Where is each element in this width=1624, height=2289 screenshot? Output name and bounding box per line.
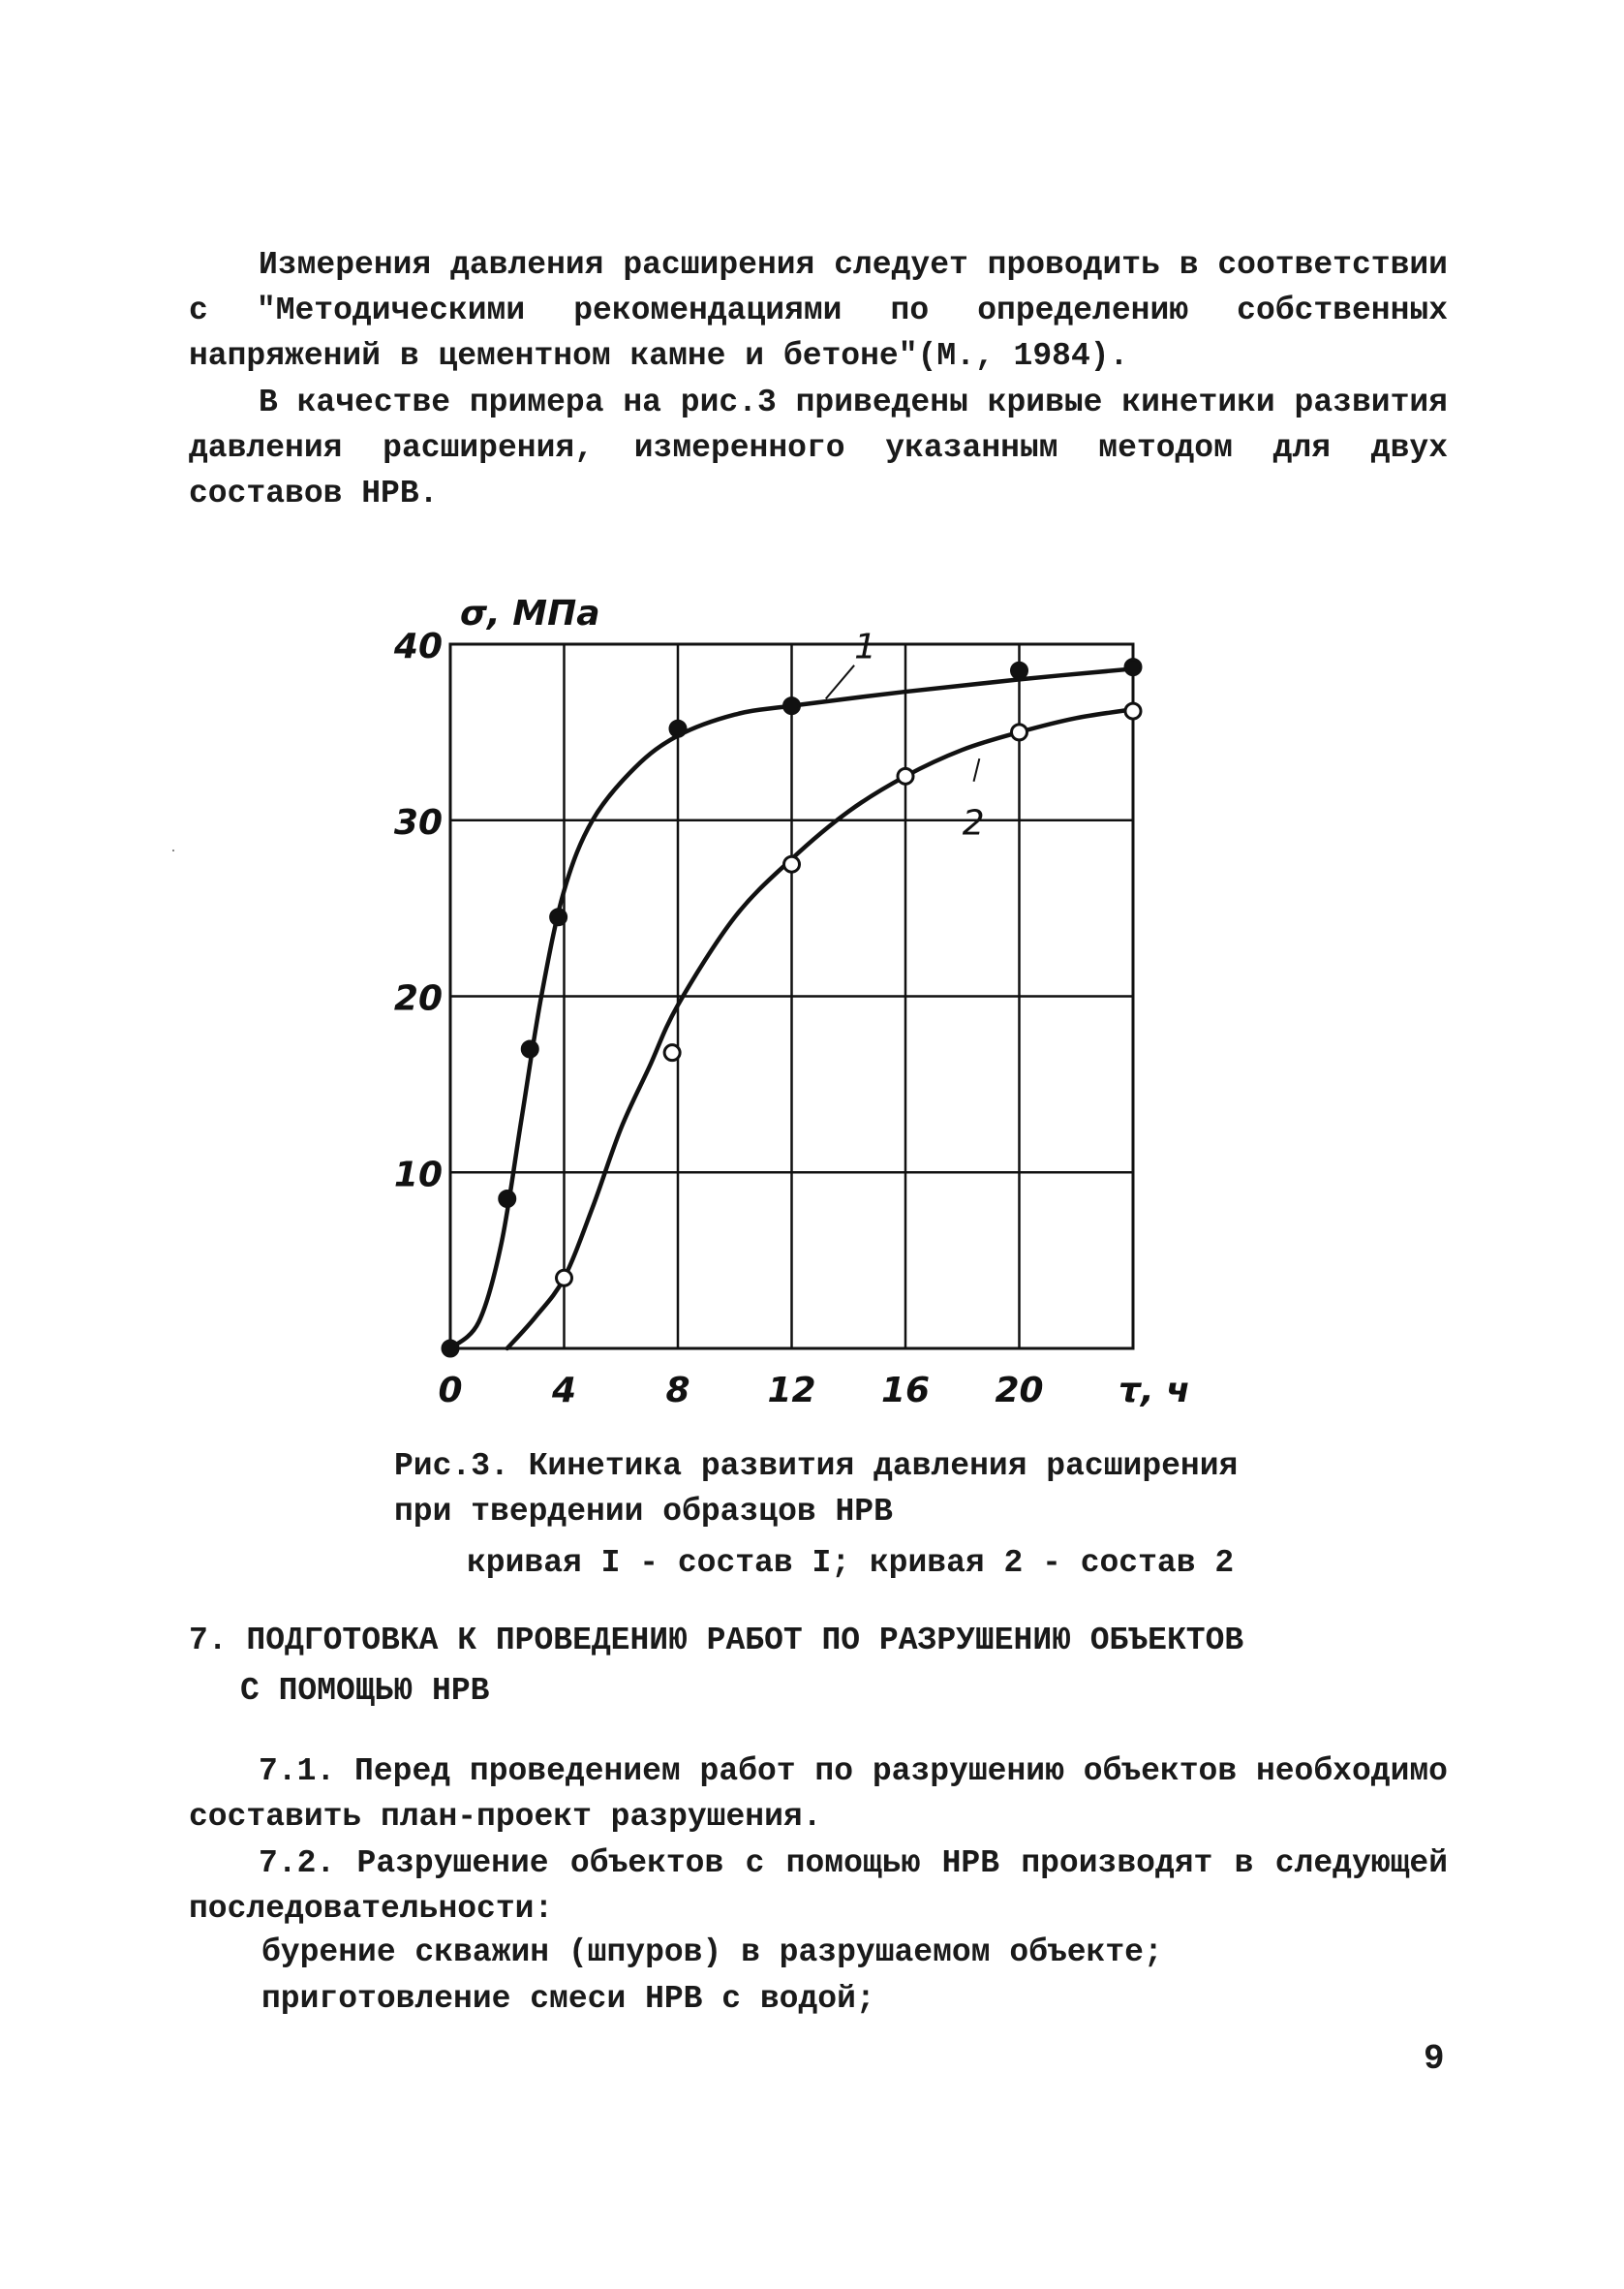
series-2-point [784, 856, 800, 872]
series-1-point [443, 1341, 458, 1356]
list-item-drilling: бурение скважин (шпуров) в разрушаемом объекте; [261, 1934, 1163, 1970]
x-tick-label: 12 [767, 1371, 816, 1410]
figure-caption-line2: при твердении образцов НРВ [394, 1494, 893, 1530]
series-1-point [551, 910, 567, 925]
section-heading: 7. ПОДГОТОВКА К ПРОВЕДЕНИЮ РАБОТ ПО РАЗРУШЕНИЮ ОБЪЕКТОВ [189, 1623, 1244, 1658]
series-2-point [1012, 725, 1027, 740]
list-item-mixing: приготовление смеси НРВ с водой; [261, 1981, 875, 2017]
section-heading-cont: С ПОМОЩЬЮ НРВ [240, 1673, 490, 1709]
x-tick-label: 0 [438, 1371, 463, 1410]
expansion-pressure-chart [368, 581, 1220, 1434]
y-tick-label: 10 [393, 1155, 443, 1195]
paragraph-measurement-method: Измерения давления расширения следует проводить в соответствии с "Методическими рекомендациями по определению собственных напряжений в цементном камне и бетоне"(М., 1984). [189, 247, 1448, 374]
series-1-leader [826, 665, 854, 699]
series-2-label: 2 [962, 803, 985, 844]
x-tick-label: 20 [995, 1371, 1044, 1410]
series-2-point [1125, 703, 1141, 719]
y-tick-label: 20 [393, 978, 443, 1019]
series-1-point [1012, 663, 1027, 678]
paragraph-7-2: 7.2. Разрушение объектов с помощью НРВ производят в следующей последовательности: [189, 1845, 1448, 1927]
page-number: 9 [1424, 2039, 1445, 2079]
paragraph-example: В качестве примера на рис.3 приведены кривые кинетики развития давления расширения, измеренного указанным методом для двух составов НРВ. [189, 385, 1448, 511]
scan-speck [172, 850, 174, 851]
series-2-point [898, 768, 913, 784]
y-axis-label: σ, МПа [460, 594, 600, 634]
y-tick-label: 30 [393, 802, 443, 843]
series-1-label: 1 [854, 627, 877, 667]
series-1-point [522, 1041, 537, 1057]
y-tick-label: 40 [393, 627, 443, 666]
paragraph-7-1: 7.1. Перед проведением работ по разрушению объектов необходимо составить план-проект разрушения. [189, 1753, 1448, 1835]
series-2-point [557, 1270, 572, 1285]
x-tick-label: 4 [551, 1371, 577, 1410]
x-axis-label: τ, ч [1118, 1371, 1190, 1410]
figure-caption-line1: Рис.3. Кинетика развития давления расширения [394, 1448, 1239, 1484]
series-1-point [1125, 660, 1141, 675]
chart-grid [450, 644, 1133, 1348]
x-tick-label: 16 [880, 1371, 931, 1410]
series-1-point [784, 698, 800, 714]
series-1-point [500, 1191, 515, 1207]
x-tick-label: 8 [665, 1371, 690, 1410]
figure-caption-line3: кривая I - состав I; кривая 2 - состав 2 [467, 1545, 1235, 1581]
series-2-point [664, 1045, 680, 1061]
series-1-point [670, 721, 686, 736]
series-2-leader [974, 758, 980, 782]
